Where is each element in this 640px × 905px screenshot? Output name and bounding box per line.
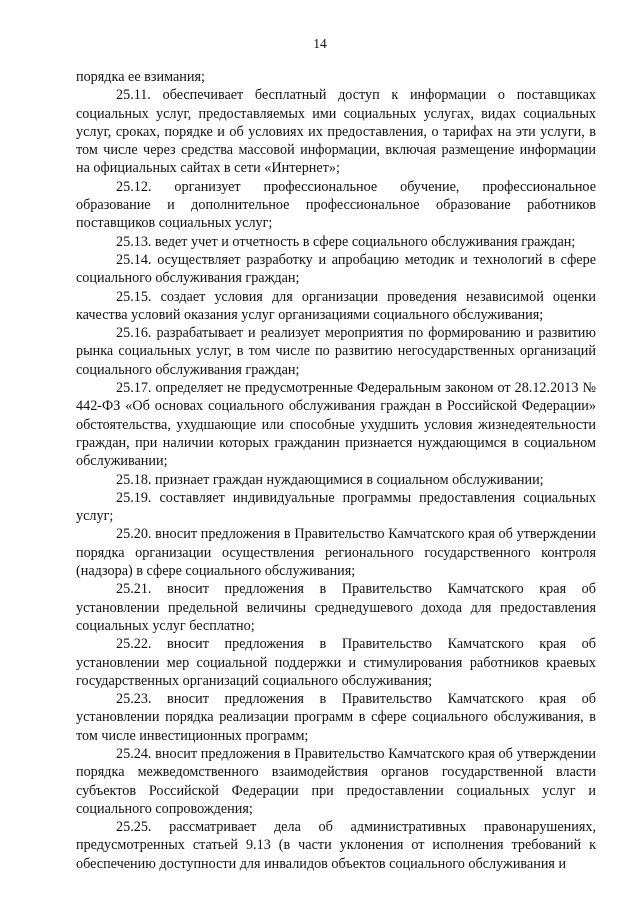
paragraph: 25.11. обеспечивает бесплатный доступ к информации о поставщиках социальных услуг, предоставляемых ими социальных услугах, видах социальных услуг, сроках, порядке и об условиях их предоставления, о тарифах на эти услуги, в том числе через средства массовой информации, включая размещение информации на официальных сайтах в сети «Интернет»; <box>76 87 596 177</box>
paragraph: 25.16. разрабатывает и реализует мероприятия по формированию и развитию рынка социальных услуг, в том числе по развитию негосударственных организаций социального обслуживания граждан; <box>76 325 596 378</box>
paragraph: 25.23. вносит предложения в Правительство Камчатского края об установлении порядка реализации программ в сфере социального обслуживания, в том числе инвестиционных программ; <box>76 691 596 744</box>
paragraph: 25.13. ведет учет и отчетность в сфере социального обслуживания граждан; <box>116 233 576 250</box>
paragraph: 25.24. вносит предложения в Правительство Камчатского края об утверждении порядка межведомственного взаимодействия органов государственной власти субъектов Российской Федерации при предоставлении социальных услуг и социального сопровождения; <box>76 745 596 817</box>
paragraph: порядка ее взимания; <box>76 69 205 85</box>
paragraph: 25.15. создает условия для организации проведения независимой оценки качества условий оказания услуг организациями социального обслуживания; <box>76 288 596 323</box>
page-number: 14 <box>313 36 327 51</box>
paragraph: 25.22. вносит предложения в Правительство Камчатского края об установлении мер социальной поддержки и стимулирования работников краевых государственных организаций социального обслуживания; <box>76 636 596 689</box>
document-body <box>76 68 596 873</box>
paragraph: 25.17. определяет не предусмотренные Федеральным законом от 28.12.2013 № 442-ФЗ «Об основах социального обслуживания граждан в Российской Федерации» обстоятельства, ухудшающие или способные ухудшить условия жизнедеятельности граждан, при наличии которых гражданин признается нуждающимся в социальном обслуживании; <box>76 380 596 470</box>
paragraph: 25.21. вносит предложения в Правительство Камчатского края об установлении предельной величины среднедушевого дохода для предоставления социальных услуг бесплатно; <box>76 581 596 634</box>
paragraph: 25.18. признает граждан нуждающимися в социальном обслуживании; <box>116 471 544 488</box>
paragraph: 25.12. организует профессиональное обучение, профессиональное образование и дополнительное профессиональное образование работников поставщиков социальных услуг; <box>76 178 596 232</box>
paragraph: 25.14. осуществляет разработку и апробацию методик и технологий в сфере социального обслуживания граждан; <box>76 251 596 287</box>
paragraph: 25.20. вносит предложения в Правительство Камчатского края об утверждении порядка организации осуществления регионального государственного контроля (надзора) в сфере социального обслуживания; <box>76 526 596 580</box>
paragraph: 25.25. рассматривает дела об административных правонарушениях, предусмотренных статьей 9.13 (в части уклонения от исполнения требований к обеспечению доступности для инвалидов объектов социального обслуживания и <box>76 819 596 872</box>
paragraph: 25.19. составляет индивидуальные программы предоставления социальных услуг; <box>76 489 596 525</box>
